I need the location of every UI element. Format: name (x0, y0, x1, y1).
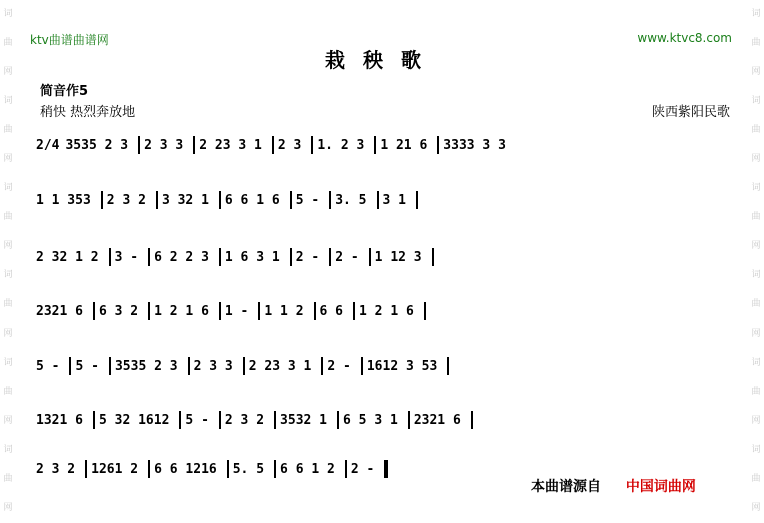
barline (219, 191, 221, 209)
barline (274, 460, 276, 478)
note-group: 3. 5 (335, 192, 367, 208)
watermark-char: 词 (3, 183, 13, 194)
barline (290, 191, 292, 209)
watermark-char: 词 (3, 357, 13, 368)
note-group: 2 - (327, 358, 351, 374)
note-group: 3535 2 3 (114, 358, 178, 374)
barline (416, 191, 418, 209)
note-group: 2 - (350, 461, 375, 477)
note-group: 6 6 (319, 303, 344, 319)
note-group: 6 2 2 3 (154, 249, 209, 265)
watermark-char: 词 (3, 9, 13, 20)
score-row (36, 134, 726, 156)
score-row (36, 246, 726, 268)
note-group: 5 - (75, 358, 99, 374)
note-group: 6 5 3 1 (343, 412, 398, 428)
watermark-char: 网 (3, 328, 13, 339)
watermark-char: 网 (3, 67, 13, 78)
note-group: 2 23 3 1 (199, 137, 262, 153)
barline (329, 191, 331, 209)
watermark-char: 词 (751, 444, 761, 455)
barline (85, 460, 87, 478)
watermark-char: 词 (3, 270, 13, 281)
note-group: 5 - (36, 358, 60, 374)
note-group: 3333 3 3 (443, 137, 506, 153)
score-row (36, 409, 726, 431)
barline (353, 302, 355, 320)
barline (69, 357, 71, 375)
barline (424, 302, 426, 320)
barline (274, 411, 276, 429)
watermark-char: 曲 (751, 473, 761, 484)
watermark-char: 曲 (751, 386, 761, 397)
barline (258, 302, 260, 320)
footer-site-name: 中国词曲网 (625, 479, 696, 495)
watermark-char: 词 (751, 96, 761, 107)
note-group: 6 3 2 (98, 303, 139, 319)
barline (93, 411, 95, 429)
note-group: 6 6 1 2 (280, 461, 335, 477)
barline (408, 411, 410, 429)
watermark-right (748, 0, 764, 523)
watermark-char: 网 (751, 328, 761, 339)
watermark-char: 曲 (751, 125, 761, 136)
watermark-char: 网 (751, 241, 761, 252)
barline (374, 136, 376, 154)
site-url-right: www.ktvc8.com (637, 31, 732, 45)
note-group: 2 32 1 2 (36, 249, 99, 265)
barline (219, 411, 221, 429)
barline (109, 357, 111, 375)
site-name-left: ktv曲谱曲谱网 (30, 33, 109, 47)
watermark-char: 词 (751, 183, 761, 194)
score-row (36, 355, 726, 377)
footer-source-label: 本曲谱源自 (531, 479, 601, 495)
note-group: 3 1 (382, 192, 406, 208)
watermark-char: 词 (751, 357, 761, 368)
barline (109, 248, 111, 266)
note-group: 6 6 1216 (154, 461, 217, 477)
watermark-char: 曲 (3, 212, 13, 223)
note-group: 1 6 3 1 (224, 249, 280, 265)
barline (193, 136, 195, 154)
watermark-char: 词 (751, 270, 761, 281)
note-group: 3 - (114, 249, 139, 265)
note-group: 1612 3 53 (366, 358, 438, 374)
barline (188, 357, 190, 375)
note-group: 6 6 1 6 (224, 192, 280, 208)
watermark-char: 词 (751, 9, 761, 20)
key-signature: 简音作5 (40, 84, 89, 99)
source-footer (531, 476, 696, 496)
note-group: 2 3 2 (106, 192, 146, 208)
barline (179, 411, 181, 429)
watermark-left (0, 0, 16, 523)
note-group: 2 - (295, 249, 320, 265)
barline (290, 248, 292, 266)
note-group: 2 3 3 (144, 137, 184, 153)
song-origin: 陕西紫阳民歌 (651, 105, 730, 120)
note-group: 2 23 3 1 (248, 358, 312, 374)
note-group: 5 - (295, 192, 320, 208)
watermark-char: 曲 (751, 212, 761, 223)
note-group: 5 - (185, 412, 209, 428)
watermark-char: 网 (3, 415, 13, 426)
barline (369, 248, 371, 266)
watermark-char: 网 (751, 154, 761, 165)
tempo-marking: 稍快 热烈奔放地 (40, 105, 136, 120)
note-group: 3535 2 3 (65, 137, 129, 153)
note-group: 1261 2 (91, 461, 139, 477)
barline (432, 248, 434, 266)
note-group: 2 - (335, 249, 359, 265)
watermark-char: 网 (3, 502, 13, 513)
watermark-char: 网 (3, 241, 13, 252)
barline (329, 248, 331, 266)
watermark-char: 网 (3, 154, 13, 165)
note-group: 1 2 1 6 (359, 303, 414, 319)
barline (361, 357, 363, 375)
watermark-char: 词 (3, 444, 13, 455)
barline (148, 248, 150, 266)
barline (437, 136, 439, 154)
note-group: 2 3 2 (36, 461, 76, 477)
note-group: 1 1 2 (264, 303, 304, 319)
note-group: 1 21 6 (380, 137, 428, 153)
watermark-char: 曲 (3, 125, 13, 136)
watermark-char: 曲 (3, 386, 13, 397)
watermark-char: 曲 (751, 299, 761, 310)
barline (345, 460, 347, 478)
barline (156, 191, 158, 209)
barline (272, 136, 274, 154)
barline (377, 191, 379, 209)
watermark-char: 曲 (3, 473, 13, 484)
note-group: 2 3 2 (224, 412, 265, 428)
note-group: 3 32 1 (161, 192, 209, 208)
score-row (36, 189, 726, 211)
barline (148, 302, 150, 320)
barline (243, 357, 245, 375)
barline (138, 136, 140, 154)
note-group: 1321 6 (36, 412, 83, 428)
note-group: 1 2 1 6 (154, 303, 209, 319)
score-row (36, 300, 726, 322)
barline (314, 302, 316, 320)
note-group: 1 12 3 (374, 249, 422, 265)
note-group: 5 32 1612 (98, 412, 170, 428)
watermark-char: 词 (3, 96, 13, 107)
note-group: 5. 5 (232, 461, 265, 477)
note-group: 1 - (224, 303, 249, 319)
barline (321, 357, 323, 375)
barline (337, 411, 339, 429)
note-group: 2 3 3 (193, 358, 233, 374)
watermark-char: 曲 (3, 38, 13, 49)
note-group: 2/4 (36, 137, 60, 153)
barline (471, 411, 473, 429)
note-group: 1. 2 3 (317, 137, 365, 153)
barline (227, 460, 229, 478)
note-group: 1 1 353 (36, 192, 91, 208)
barline (384, 460, 388, 478)
song-title: 栽秧歌 (325, 48, 439, 72)
barline (93, 302, 95, 320)
barline (219, 302, 221, 320)
note-group: 3532 1 (280, 412, 328, 428)
note-group: 2321 6 (413, 412, 461, 428)
barline (101, 191, 103, 209)
barline (219, 248, 221, 266)
barline (447, 357, 449, 375)
watermark-char: 曲 (751, 38, 761, 49)
watermark-char: 网 (751, 415, 761, 426)
note-group: 2321 6 (36, 303, 83, 319)
watermark-char: 网 (751, 67, 761, 78)
watermark-char: 曲 (3, 299, 13, 310)
note-group: 2 3 (277, 137, 302, 153)
barline (148, 460, 150, 478)
watermark-char: 网 (751, 502, 761, 513)
barline (311, 136, 313, 154)
